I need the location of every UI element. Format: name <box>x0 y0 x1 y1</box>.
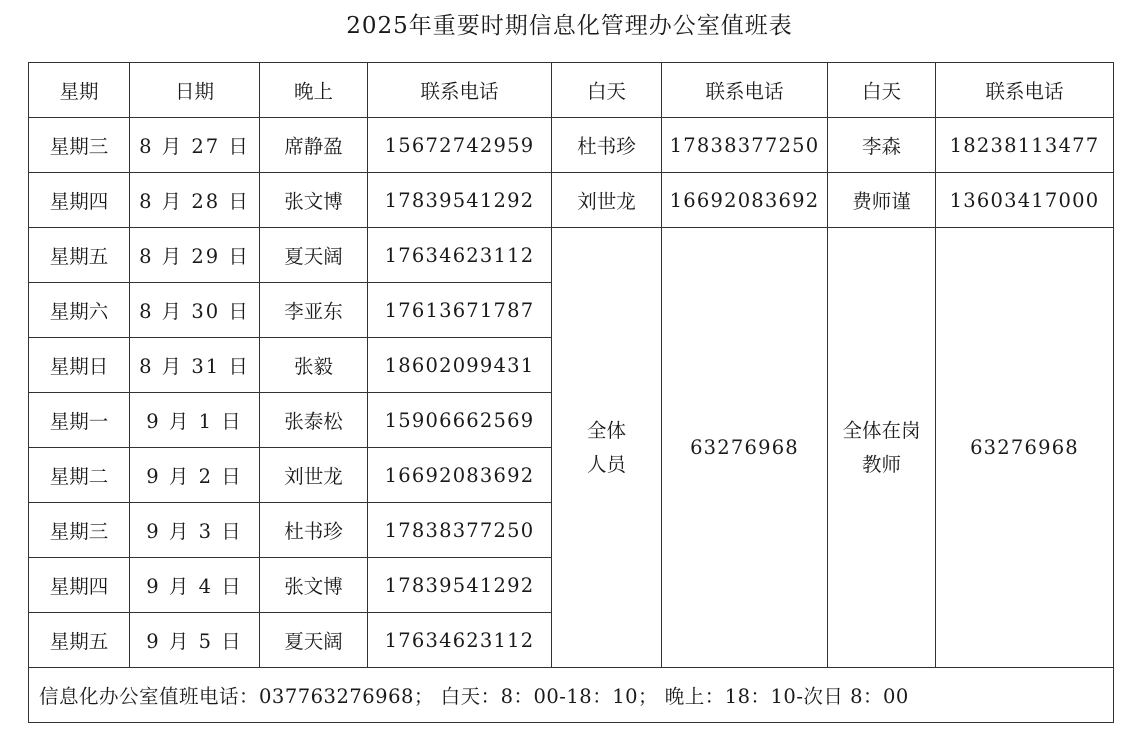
header-evening: 晚上 <box>260 63 368 118</box>
evening-phone-cell: 15672742959 <box>368 118 552 173</box>
header-row <box>29 63 1114 118</box>
evening-duty-cell: 张文博 <box>260 173 368 228</box>
duty-table <box>28 62 1114 723</box>
date-cell: 9 月 2 日 <box>130 448 260 503</box>
day1-all-staff-line2: 人员 <box>586 452 626 476</box>
weekday-cell: 星期四 <box>29 173 130 228</box>
day2-all-teachers-line1: 全体在岗 <box>842 418 921 442</box>
day1-all-staff-cell <box>552 228 662 668</box>
day2-duty-cell: 费师谨 <box>828 173 936 228</box>
duty-phone-footer: 信息化办公室值班电话：037763276968； 白天：8：00-18：10； 晚上：18：10-次日 8：00 <box>29 668 1114 723</box>
table-row <box>29 173 1114 228</box>
day2-all-teachers-cell <box>828 228 936 668</box>
header-day1: 白天 <box>552 63 662 118</box>
day2-duty-cell: 李森 <box>828 118 936 173</box>
weekday-cell: 星期日 <box>29 338 130 393</box>
date-cell: 8 月 31 日 <box>130 338 260 393</box>
day1-phone-cell: 17838377250 <box>662 118 828 173</box>
page-title: 2025年重要时期信息化管理办公室值班表 <box>346 13 793 39</box>
evening-phone-cell: 18602099431 <box>368 338 552 393</box>
weekday-cell: 星期五 <box>29 228 130 283</box>
evening-duty-cell: 杜书珍 <box>260 503 368 558</box>
date-cell: 9 月 3 日 <box>130 503 260 558</box>
weekday-cell: 星期四 <box>29 558 130 613</box>
header-day2: 白天 <box>828 63 936 118</box>
evening-duty-cell: 刘世龙 <box>260 448 368 503</box>
evening-duty-cell: 席静盈 <box>260 118 368 173</box>
day2-all-teachers-line2: 教师 <box>861 452 901 476</box>
date-cell: 9 月 5 日 <box>130 613 260 668</box>
weekday-cell: 星期六 <box>29 283 130 338</box>
header-day1-phone: 联系电话 <box>662 63 828 118</box>
evening-duty-cell: 张毅 <box>260 338 368 393</box>
day1-all-staff-line1: 全体 <box>586 418 626 442</box>
footer-row <box>29 668 1114 723</box>
date-cell: 8 月 30 日 <box>130 283 260 338</box>
evening-duty-cell: 夏天阔 <box>260 228 368 283</box>
date-cell: 9 月 4 日 <box>130 558 260 613</box>
header-date: 日期 <box>130 63 260 118</box>
date-cell: 9 月 1 日 <box>130 393 260 448</box>
duty-table-body <box>29 63 1114 723</box>
weekday-cell: 星期二 <box>29 448 130 503</box>
evening-phone-cell: 17634623112 <box>368 613 552 668</box>
weekday-cell: 星期一 <box>29 393 130 448</box>
evening-phone-cell: 17839541292 <box>368 558 552 613</box>
weekday-cell: 星期五 <box>29 613 130 668</box>
weekday-cell: 星期三 <box>29 503 130 558</box>
header-day2-phone: 联系电话 <box>936 63 1114 118</box>
date-cell: 8 月 27 日 <box>130 118 260 173</box>
evening-phone-cell: 15906662569 <box>368 393 552 448</box>
evening-phone-cell: 17613671787 <box>368 283 552 338</box>
day2-phone-cell: 13603417000 <box>936 173 1114 228</box>
header-weekday: 星期 <box>29 63 130 118</box>
evening-phone-cell: 16692083692 <box>368 448 552 503</box>
day2-office-phone-cell: 63276968 <box>936 228 1114 668</box>
day1-duty-cell: 杜书珍 <box>552 118 662 173</box>
date-cell: 8 月 28 日 <box>130 173 260 228</box>
evening-duty-cell: 张文博 <box>260 558 368 613</box>
day1-office-phone-cell: 63276968 <box>662 228 828 668</box>
evening-phone-cell: 17634623112 <box>368 228 552 283</box>
evening-duty-cell: 夏天阔 <box>260 613 368 668</box>
weekday-cell: 星期三 <box>29 118 130 173</box>
table-row <box>29 228 1114 283</box>
evening-phone-cell: 17839541292 <box>368 173 552 228</box>
evening-duty-cell: 李亚东 <box>260 283 368 338</box>
evening-duty-cell: 张泰松 <box>260 393 368 448</box>
header-evening-phone: 联系电话 <box>368 63 552 118</box>
day1-duty-cell: 刘世龙 <box>552 173 662 228</box>
evening-phone-cell: 17838377250 <box>368 503 552 558</box>
day1-phone-cell: 16692083692 <box>662 173 828 228</box>
table-row <box>29 118 1114 173</box>
date-cell: 8 月 29 日 <box>130 228 260 283</box>
day2-phone-cell: 18238113477 <box>936 118 1114 173</box>
